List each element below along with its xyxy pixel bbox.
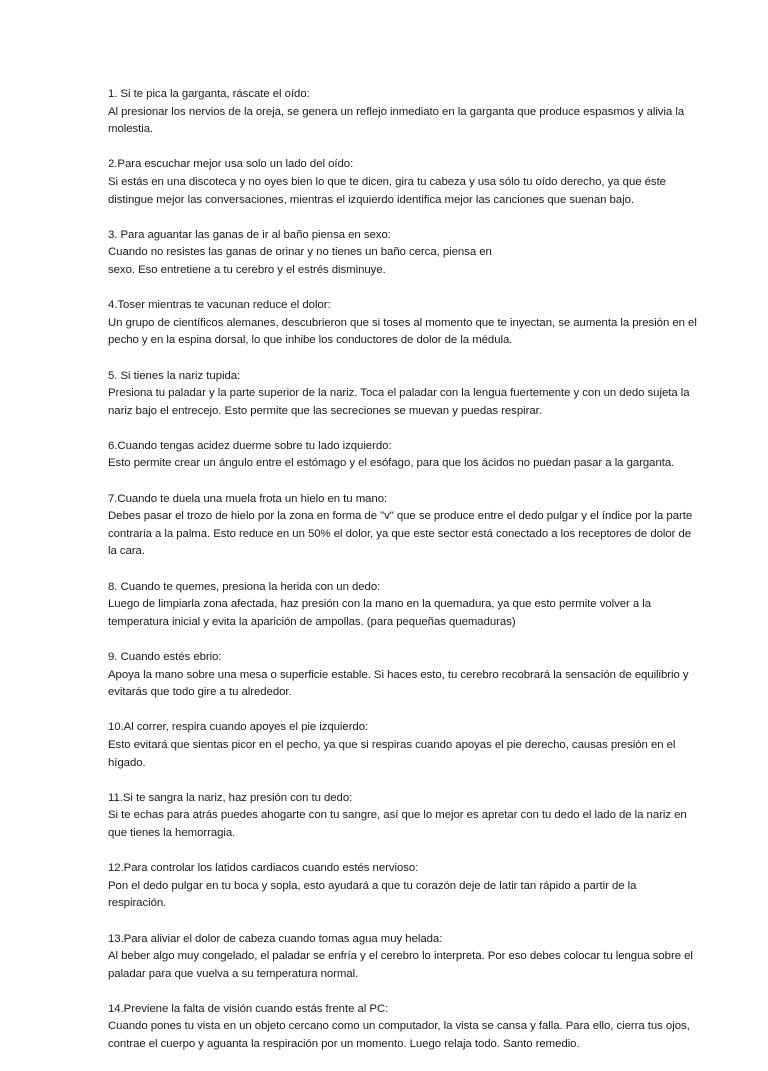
tip-body-line: paladar para que vuelva a su temperatura normal. (108, 967, 359, 980)
tip-title: 10.Al correr, respira cuando apoyes el pie izquierdo: (108, 721, 369, 734)
tip-body-line: temperatura inicial y evita la aparición de ampollas. (para pequeñas quemaduras) (108, 615, 516, 628)
tip-title: 5. Si tienes la nariz tupida: (108, 369, 241, 382)
tip-item (108, 719, 676, 772)
tip-body-line: Luego de limpiarla zona afectada, haz presión con la mano en la quemadura, ya que esto permite volver a la (108, 598, 652, 611)
document-page (108, 86, 697, 1071)
tip-body-line: nariz bajo el entrecejo. Esto permite que las secreciones se muevan y puedas respirar. (108, 404, 542, 417)
tip-body-line: Al beber algo muy congelado, el paladar se enfría y el cerebro lo interpreta. Por eso debes colocar tu lengua sobre el (108, 950, 693, 963)
tip-body-line: evitarás que todo gire a tu alrededor. (108, 686, 292, 699)
tip-body-line: Si estás en una discoteca y no oyes bien lo que te dicen, gira tu cabeza y usa sólo tu oído derecho, ya que éste (108, 175, 666, 188)
tip-title: 3. Para aguantar las ganas de ir al baño piensa en sexo: (108, 228, 391, 241)
tip-title: 6.Cuando tengas acidez duerme sobre tu lado izquierdo: (108, 439, 392, 452)
tip-title: 11.Si te sangra la nariz, haz presión con tu dedo: (108, 791, 353, 804)
tip-body-line: Al presionar los nervios de la oreja, se genera un reflejo inmediato en la garganta que produce espasmos y alivia la (108, 105, 685, 118)
tip-body-line: distingue mejor las conversaciones, mientras el izquierdo identifica mejor las canciones que suenan bajo. (108, 193, 634, 206)
tip-body-line: molestia. (108, 123, 154, 136)
tip-body-line: contrae el cuerpo y aguanta la respiración por un momento. Luego relaja todo. Santo remedio. (108, 1038, 580, 1051)
tip-body-line: Esto evitará que sientas picor en el pecho, ya que si respiras cuando apoyas el pie derecho, causas presión en el (108, 738, 676, 751)
tips-list (108, 86, 697, 1054)
tip-item (108, 368, 690, 421)
tip-body-line: Cuando pones tu vista en un objeto cercano como un computador, la vista se cansa y falla. Para ello, cierra tus ojos, (108, 1020, 690, 1033)
tip-item (108, 297, 697, 350)
tip-item (108, 491, 693, 561)
tip-body-line: Esto permite crear un ángulo entre el estómago y el esófago, para que los ácidos no puedan pasar a la garganta. (108, 457, 675, 470)
tip-title: 4.Toser mientras te vacunan reduce el dolor: (108, 299, 331, 312)
tip-item (108, 86, 685, 139)
tip-body-line: Pon el dedo pulgar en tu boca y sopla, esto ayudará a que tu corazón deje de latir tan rápido a partir de la (108, 879, 637, 892)
tip-title: 1. Si te pica la garganta, ráscate el oído: (108, 88, 310, 100)
tip-body-line: Si te echas para atrás puedes ahogarte con tu sangre, así que lo mejor es apretar con tu dedo el lado de la nariz en (108, 809, 687, 822)
tip-item (108, 156, 666, 209)
tip-body-line: contraria a la palma. Esto reduce en un 50% el dolor, ya que este sector está conectado a los receptores de dolor de (108, 527, 692, 540)
tip-body-line: la cara. (108, 545, 145, 558)
tip-title: 12.Para controlar los latidos cardiacos cuando estés nervioso: (108, 862, 419, 875)
tip-item (108, 438, 675, 473)
tip-item (108, 227, 663, 280)
tip-body-line: Debes pasar el trozo de hielo por la zona en forma de "v" que se produce entre el dedo pulgar y el índice por la parte (108, 510, 693, 523)
tip-item (108, 1001, 690, 1054)
tip-body-line: hígado. (108, 756, 146, 769)
tip-body-line: Presiona tu paladar y la parte superior de la nariz. Toca el paladar con la lengua fuertemente y con un dedo sujeta la (108, 387, 690, 400)
tip-title: 8. Cuando te quemes, presiona la herida con un dedo: (108, 580, 381, 593)
tip-body-line: Apoya la mano sobre una mesa o superficie estable. Si haces esto, tu cerebro recobrará la sensación de equilibrio y (108, 668, 689, 681)
tip-item (108, 931, 693, 984)
tip-body-line: respiración. (108, 897, 167, 910)
tip-body-line: Cuando no resistes las ganas de orinar y no tienes un baño cerca, piensa en (108, 246, 492, 259)
tip-title: 14.Previene la falta de visión cuando estás frente al PC: (108, 1002, 389, 1015)
tip-body-line: Un grupo de científicos alemanes, descubrieron que si toses al momento que te inyectan, se aumenta la presión en el (108, 316, 697, 329)
tip-title: 9. Cuando estés ebrio: (108, 651, 222, 663)
tip-item (108, 579, 663, 632)
tip-title: 7.Cuando te duela una muela frota un hielo en tu mano: (108, 492, 388, 505)
tip-title: 13.Para aliviar el dolor de cabeza cuando tomas agua muy helada: (108, 932, 443, 945)
tip-body-line: sexo. Eso entretiene a tu cerebro y el estrés disminuye. (108, 263, 386, 276)
tip-title: 2.Para escuchar mejor usa solo un lado del oído: (108, 158, 354, 171)
tip-body-line: pecho y en la espina dorsal, lo que inhibe los conductores de dolor de la médula. (108, 334, 513, 347)
tip-item (108, 860, 663, 913)
tip-item (108, 790, 687, 843)
tip-item (108, 649, 689, 702)
tip-body-line: que tienes la hemorragia. (108, 826, 236, 839)
